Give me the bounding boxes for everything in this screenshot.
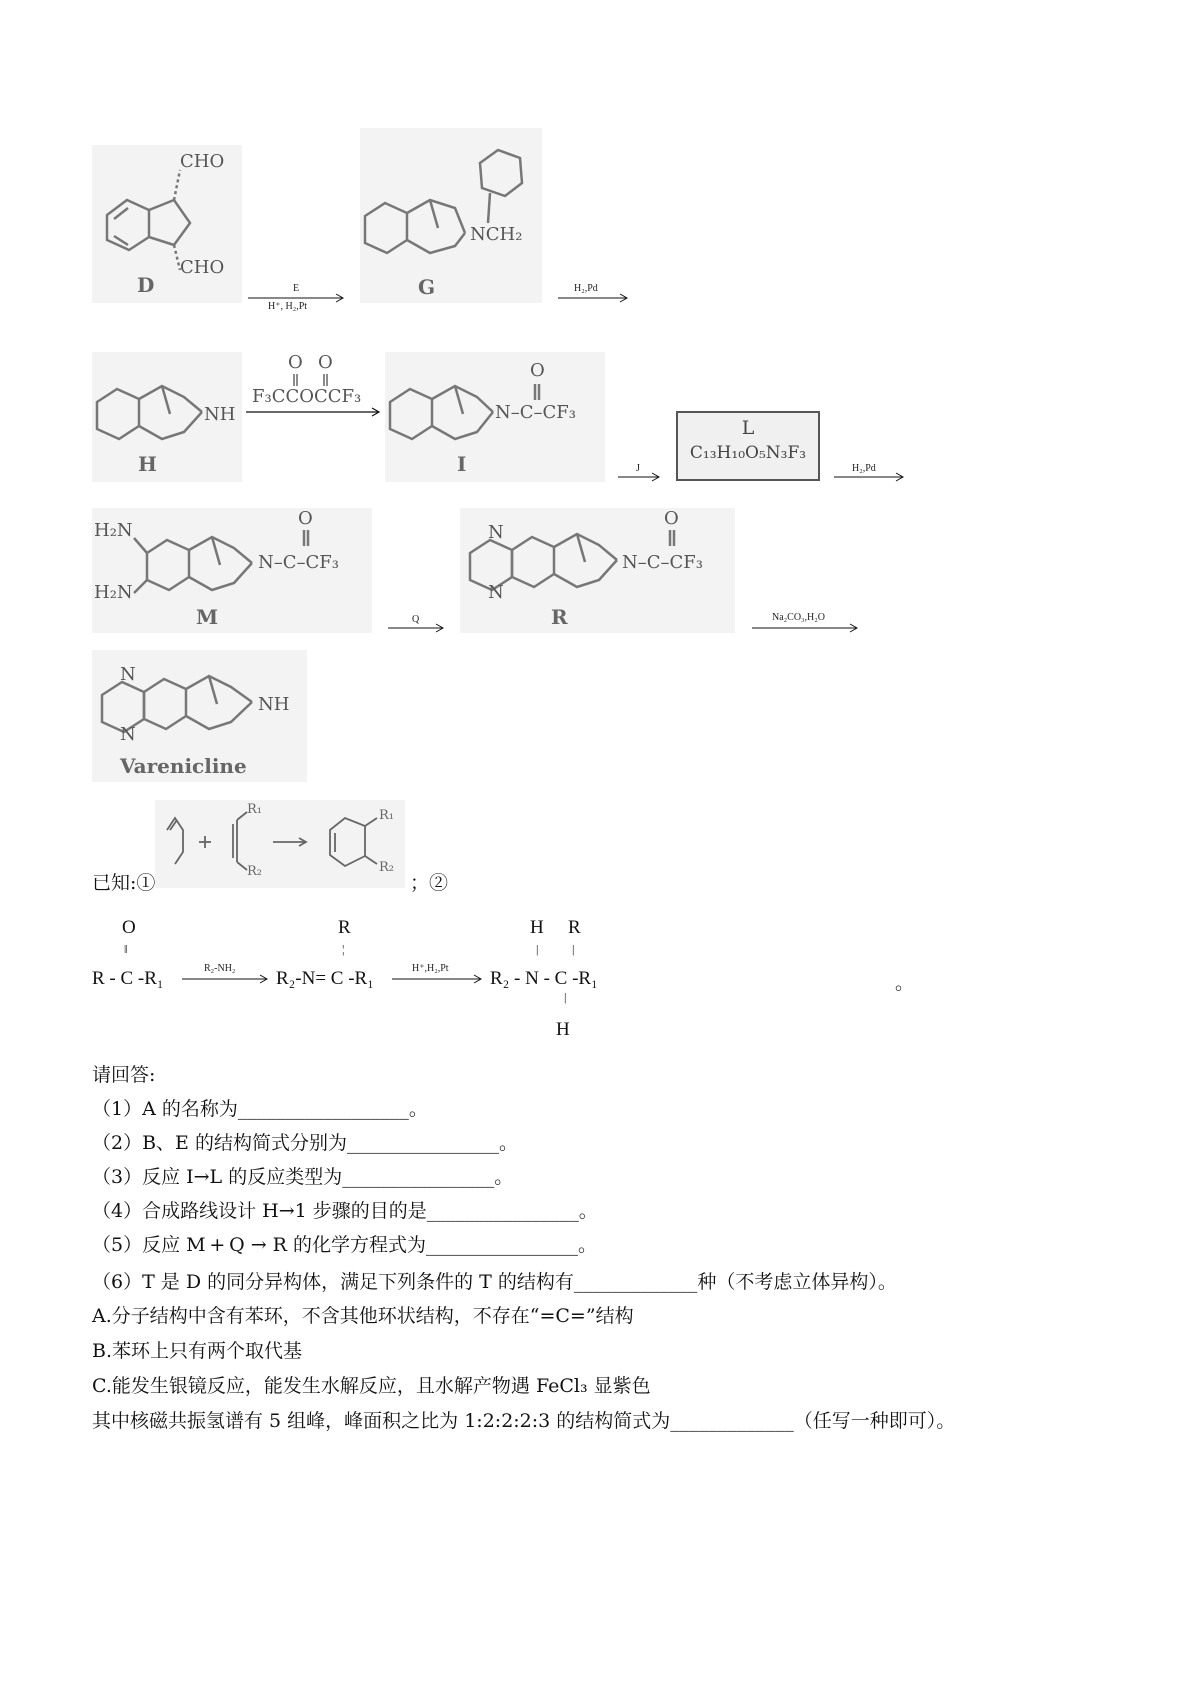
i-o: O bbox=[530, 360, 545, 381]
eq-o: O bbox=[122, 917, 136, 938]
eq-bond-h-bottom: | bbox=[564, 990, 567, 1004]
arrow-d-to-g bbox=[246, 283, 348, 315]
r-n-top: N bbox=[488, 522, 504, 543]
compound-m-image bbox=[92, 508, 372, 633]
eq-r-top2: R bbox=[568, 917, 581, 938]
eq-arrow-2 bbox=[390, 963, 486, 987]
arrow-i-to-l-top: J bbox=[636, 463, 640, 474]
arrow-m-to-r bbox=[386, 614, 448, 636]
arrow-m-to-r-top: Q bbox=[412, 614, 420, 625]
arrow-d-to-g-top: E bbox=[293, 283, 300, 294]
condition-c: C.能发生银镜反应，能发生水解反应，且水解产物遇 FeCl₃ 显紫色 bbox=[92, 1375, 651, 1397]
varenicline-n-top: N bbox=[120, 664, 136, 685]
known-separator: ；② bbox=[410, 872, 449, 894]
anhydride-o1: O bbox=[288, 352, 303, 373]
i-label: I bbox=[457, 452, 467, 476]
compound-g-image bbox=[360, 128, 542, 303]
eq-bond-h: | bbox=[536, 942, 539, 956]
eq-rhs: R₂ - N - C -R₁ bbox=[490, 968, 598, 989]
question-5: （5）反应 M + Q → R 的化学方程式为________________。 bbox=[92, 1234, 598, 1256]
r-group: N–C–CF₃ bbox=[622, 552, 703, 573]
eq-reagent-2: H⁺,H₂,Pt bbox=[412, 963, 449, 974]
compound-g-structure bbox=[360, 128, 542, 303]
m-nh2-bottom: H₂N bbox=[94, 582, 133, 603]
arrow-l-to-m bbox=[832, 463, 908, 485]
condition-b: B.苯环上只有两个取代基 bbox=[92, 1340, 303, 1362]
eq-lhs: R - C -R₁ bbox=[92, 968, 164, 989]
compound-l-box bbox=[676, 411, 820, 481]
arrow-g-to-h-top: H₂,Pd bbox=[574, 283, 598, 294]
m-label: M bbox=[196, 605, 219, 629]
question-3: （3）反应 I→L 的反应类型为________________。 bbox=[92, 1166, 514, 1188]
eq-double-bond: ‖ bbox=[124, 942, 128, 956]
eq-mid: R₂-N= C -R₁ bbox=[276, 968, 374, 989]
question-last: 其中核磁共振氢谱有 5 组峰，峰面积之比为 1:2:2:2:3 的结构简式为_____________（任写一种即可）。 bbox=[92, 1410, 956, 1432]
anhydride-formula: F₃CCOCCF₃ bbox=[252, 386, 362, 407]
diels-alder-image bbox=[155, 800, 405, 888]
arrow-r-to-v-top: Na₂CO₃,H₂O bbox=[772, 612, 825, 623]
eq-reagent-1: R₂-NH₂ bbox=[204, 963, 236, 974]
varenicline-nh: NH bbox=[258, 694, 290, 715]
g-label: G bbox=[418, 275, 436, 299]
known-prefix: 已知:① bbox=[92, 872, 156, 894]
diels-alder-structure bbox=[155, 800, 405, 888]
g-nch2: NCH₂ bbox=[470, 224, 523, 245]
l-formula: C₁₃H₁₀O₅N₃F₃ bbox=[689, 443, 807, 463]
l-label: L bbox=[741, 417, 755, 439]
arrow-g-to-h bbox=[556, 283, 632, 307]
product-r1: R₁ bbox=[379, 808, 394, 823]
h-nh: NH bbox=[204, 404, 236, 425]
varenicline-n-bottom: N bbox=[120, 724, 136, 745]
eq-arrow-1 bbox=[180, 963, 272, 987]
question-4: （4）合成路线设计 H→1 步骤的目的是________________。 bbox=[92, 1200, 598, 1222]
arrow-h-to-i bbox=[244, 350, 386, 420]
r-o: O bbox=[664, 508, 679, 529]
eq-end: 。 bbox=[895, 973, 915, 994]
m-nh2-top: H₂N bbox=[94, 520, 133, 541]
compound-h-image bbox=[92, 352, 242, 482]
product-r2: R₂ bbox=[379, 860, 394, 875]
arrow-l-to-m-top: H₂,Pd bbox=[852, 463, 876, 474]
m-o: O bbox=[298, 508, 313, 529]
h-label: H bbox=[138, 452, 157, 476]
d-cho-top: CHO bbox=[180, 151, 225, 172]
question-1: （1）A 的名称为__________________。 bbox=[92, 1098, 428, 1120]
reactant-r2: R₂ bbox=[247, 864, 262, 879]
eq-h-bottom: H bbox=[556, 1019, 570, 1040]
r-n-bottom: N bbox=[488, 582, 504, 603]
arrow-r-to-varenicline bbox=[750, 612, 862, 636]
compound-d-image bbox=[92, 145, 242, 303]
r-label: R bbox=[551, 605, 568, 629]
eq-bond-r: ¦ bbox=[342, 942, 345, 956]
d-label: D bbox=[137, 273, 155, 297]
anhydride-o2: O bbox=[318, 352, 333, 373]
reactant-r1: R₁ bbox=[247, 802, 262, 817]
arrow-i-to-l bbox=[616, 463, 664, 485]
m-group: N–C–CF₃ bbox=[258, 552, 339, 573]
compound-i-image bbox=[385, 352, 605, 482]
compound-varenicline-image bbox=[92, 650, 307, 782]
eq-bond-r2: | bbox=[572, 942, 575, 956]
varenicline-label: Varenicline bbox=[120, 754, 247, 778]
i-group: N–C–CF₃ bbox=[495, 402, 576, 423]
questions-intro: 请回答: bbox=[92, 1064, 156, 1086]
eq-r-top: R bbox=[338, 917, 351, 938]
compound-r-image bbox=[460, 508, 735, 633]
eq-h-top: H bbox=[530, 917, 544, 938]
d-cho-bottom: CHO bbox=[180, 257, 225, 278]
question-6: （6）T 是 D 的同分异构体，满足下列条件的 T 的结构有_____________种（不考虑立体异构）。 bbox=[92, 1271, 897, 1293]
arrow-d-to-g-bottom: H⁺, H₂,Pt bbox=[268, 301, 308, 312]
condition-a: A.分子结构中含有苯环，不含其他环状结构，不存在“=C=”结构 bbox=[92, 1305, 634, 1327]
question-2: （2）B、E 的结构简式分别为________________。 bbox=[92, 1132, 518, 1154]
